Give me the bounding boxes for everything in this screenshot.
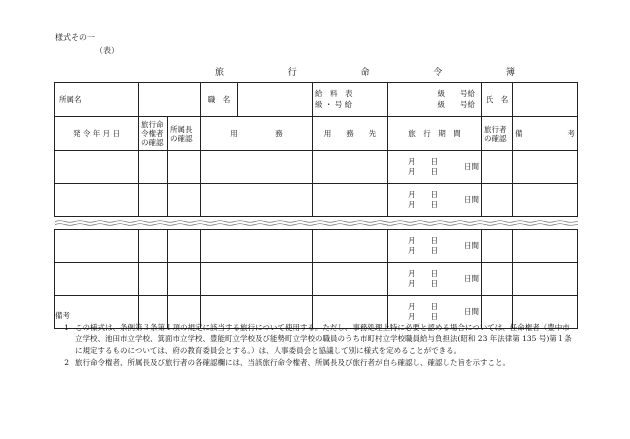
remarks-header: 備 考 bbox=[513, 117, 578, 151]
job-title-value[interactable] bbox=[238, 83, 313, 117]
destination-cell[interactable] bbox=[313, 151, 388, 184]
period-cell[interactable]: 月 日 月 日 日間 bbox=[388, 151, 482, 184]
note-text: この様式は、条例第３条第１項の規定に該当する旅行について使用する。ただし、事務処理上特に必要と認める場合については、任命権者（豊中市立学校、池田市立学校、箕面市立学校、豊能町立学校及び能勢町立学校の職員のうち市町村立学校職員給与負担法(昭和 23 年法律第 135 号)第１条に規定するものについては、府の教育委員会とする。）は、人事委員会と協議して別に様式を定めることができる。 bbox=[75, 322, 572, 355]
destination-cell[interactable] bbox=[313, 184, 388, 217]
head-check-header: 所属長の確認 bbox=[168, 117, 201, 151]
note-item bbox=[55, 322, 575, 357]
form-label: 様式その一 bbox=[55, 33, 95, 42]
remarks-cell[interactable] bbox=[513, 263, 578, 296]
salary-grade-line: 級 ・ 号 給 bbox=[315, 99, 353, 109]
table-row bbox=[55, 184, 578, 217]
head-check-cell[interactable] bbox=[168, 230, 201, 263]
name-value[interactable] bbox=[513, 83, 578, 117]
destination-header: 用 務 先 bbox=[313, 117, 388, 151]
days-label: 日間 bbox=[464, 274, 479, 284]
table-row bbox=[55, 263, 578, 296]
remarks-cell[interactable] bbox=[513, 230, 578, 263]
note-number: 2 bbox=[64, 357, 69, 367]
date-cell[interactable] bbox=[55, 230, 139, 263]
purpose-header: 用 務 bbox=[201, 117, 313, 151]
title-char: 簿 bbox=[505, 68, 515, 78]
title-char: 行 bbox=[287, 68, 297, 78]
days-label: 日間 bbox=[464, 307, 479, 317]
side-label: （表） bbox=[95, 46, 119, 55]
note-item bbox=[55, 357, 575, 369]
days-label: 日間 bbox=[464, 241, 479, 251]
commander-check-cell[interactable] bbox=[139, 230, 168, 263]
traveler-check-header: 旅行者の確認 bbox=[482, 117, 513, 151]
date-header: 発 令 年 月 日 bbox=[55, 117, 139, 151]
period-cell[interactable]: 月 日 月 日 日間 bbox=[388, 184, 482, 217]
job-title-label: 職 名 bbox=[201, 83, 238, 117]
date-cell[interactable] bbox=[55, 151, 139, 184]
salary-table-label bbox=[313, 83, 388, 117]
head-check-cell[interactable] bbox=[168, 151, 201, 184]
traveler-check-cell[interactable] bbox=[482, 184, 513, 217]
title-char: 旅 bbox=[215, 68, 225, 78]
purpose-cell[interactable] bbox=[201, 230, 313, 263]
period-cell[interactable]: 月 日 月 日 日間 bbox=[388, 263, 482, 296]
table-row bbox=[55, 230, 578, 263]
travel-order-table bbox=[54, 82, 577, 329]
commander-check-header: 旅行命令権者の確認 bbox=[139, 117, 168, 151]
days-label: 日間 bbox=[464, 162, 479, 172]
grade-line: 級 号給 bbox=[437, 99, 475, 109]
note-text: 旅行命令権者、所属長及び旅行者の各確認欄には、当該旅行命令権者、所属長及び旅行者が自ら確認し、確認した旨を示すこと。 bbox=[75, 357, 510, 367]
remarks-cell[interactable] bbox=[513, 151, 578, 184]
destination-cell[interactable] bbox=[313, 230, 388, 263]
name-label: 氏 名 bbox=[482, 83, 513, 117]
form-title bbox=[215, 68, 515, 79]
traveler-check-cell[interactable] bbox=[482, 151, 513, 184]
purpose-cell[interactable] bbox=[201, 263, 313, 296]
period-cell[interactable]: 月 日 月 日 日間 bbox=[388, 230, 482, 263]
note-number: 1 bbox=[64, 322, 69, 332]
affiliation-value[interactable] bbox=[139, 83, 201, 117]
notes-heading: 備考 bbox=[55, 311, 70, 320]
commander-check-cell[interactable] bbox=[139, 184, 168, 217]
destination-cell[interactable] bbox=[313, 263, 388, 296]
title-char: 命 bbox=[360, 68, 370, 78]
affiliation-label: 所属名 bbox=[55, 83, 139, 117]
traveler-check-cell[interactable] bbox=[482, 230, 513, 263]
days-label: 日間 bbox=[464, 195, 479, 205]
wave-line-icon bbox=[55, 220, 578, 226]
table-row bbox=[55, 151, 578, 184]
omission-break bbox=[55, 217, 578, 229]
purpose-cell[interactable] bbox=[201, 184, 313, 217]
commander-check-cell[interactable] bbox=[139, 151, 168, 184]
commander-check-cell[interactable] bbox=[139, 263, 168, 296]
traveler-check-cell[interactable] bbox=[482, 263, 513, 296]
title-char: 令 bbox=[433, 68, 443, 78]
date-cell[interactable] bbox=[55, 184, 139, 217]
grade-line: 級 号給 bbox=[437, 89, 475, 98]
remarks-cell[interactable] bbox=[513, 184, 578, 217]
notes-section bbox=[55, 310, 575, 368]
period-cell[interactable]: 月 日 月 日 日間 bbox=[388, 296, 482, 329]
head-check-cell[interactable] bbox=[168, 263, 201, 296]
head-check-cell[interactable] bbox=[168, 184, 201, 217]
period-header: 旅 行 期 間 bbox=[388, 117, 482, 151]
date-cell[interactable] bbox=[55, 263, 139, 296]
grade-value[interactable] bbox=[388, 83, 482, 117]
purpose-cell[interactable] bbox=[201, 151, 313, 184]
salary-table-line: 給 料 表 bbox=[315, 89, 353, 98]
